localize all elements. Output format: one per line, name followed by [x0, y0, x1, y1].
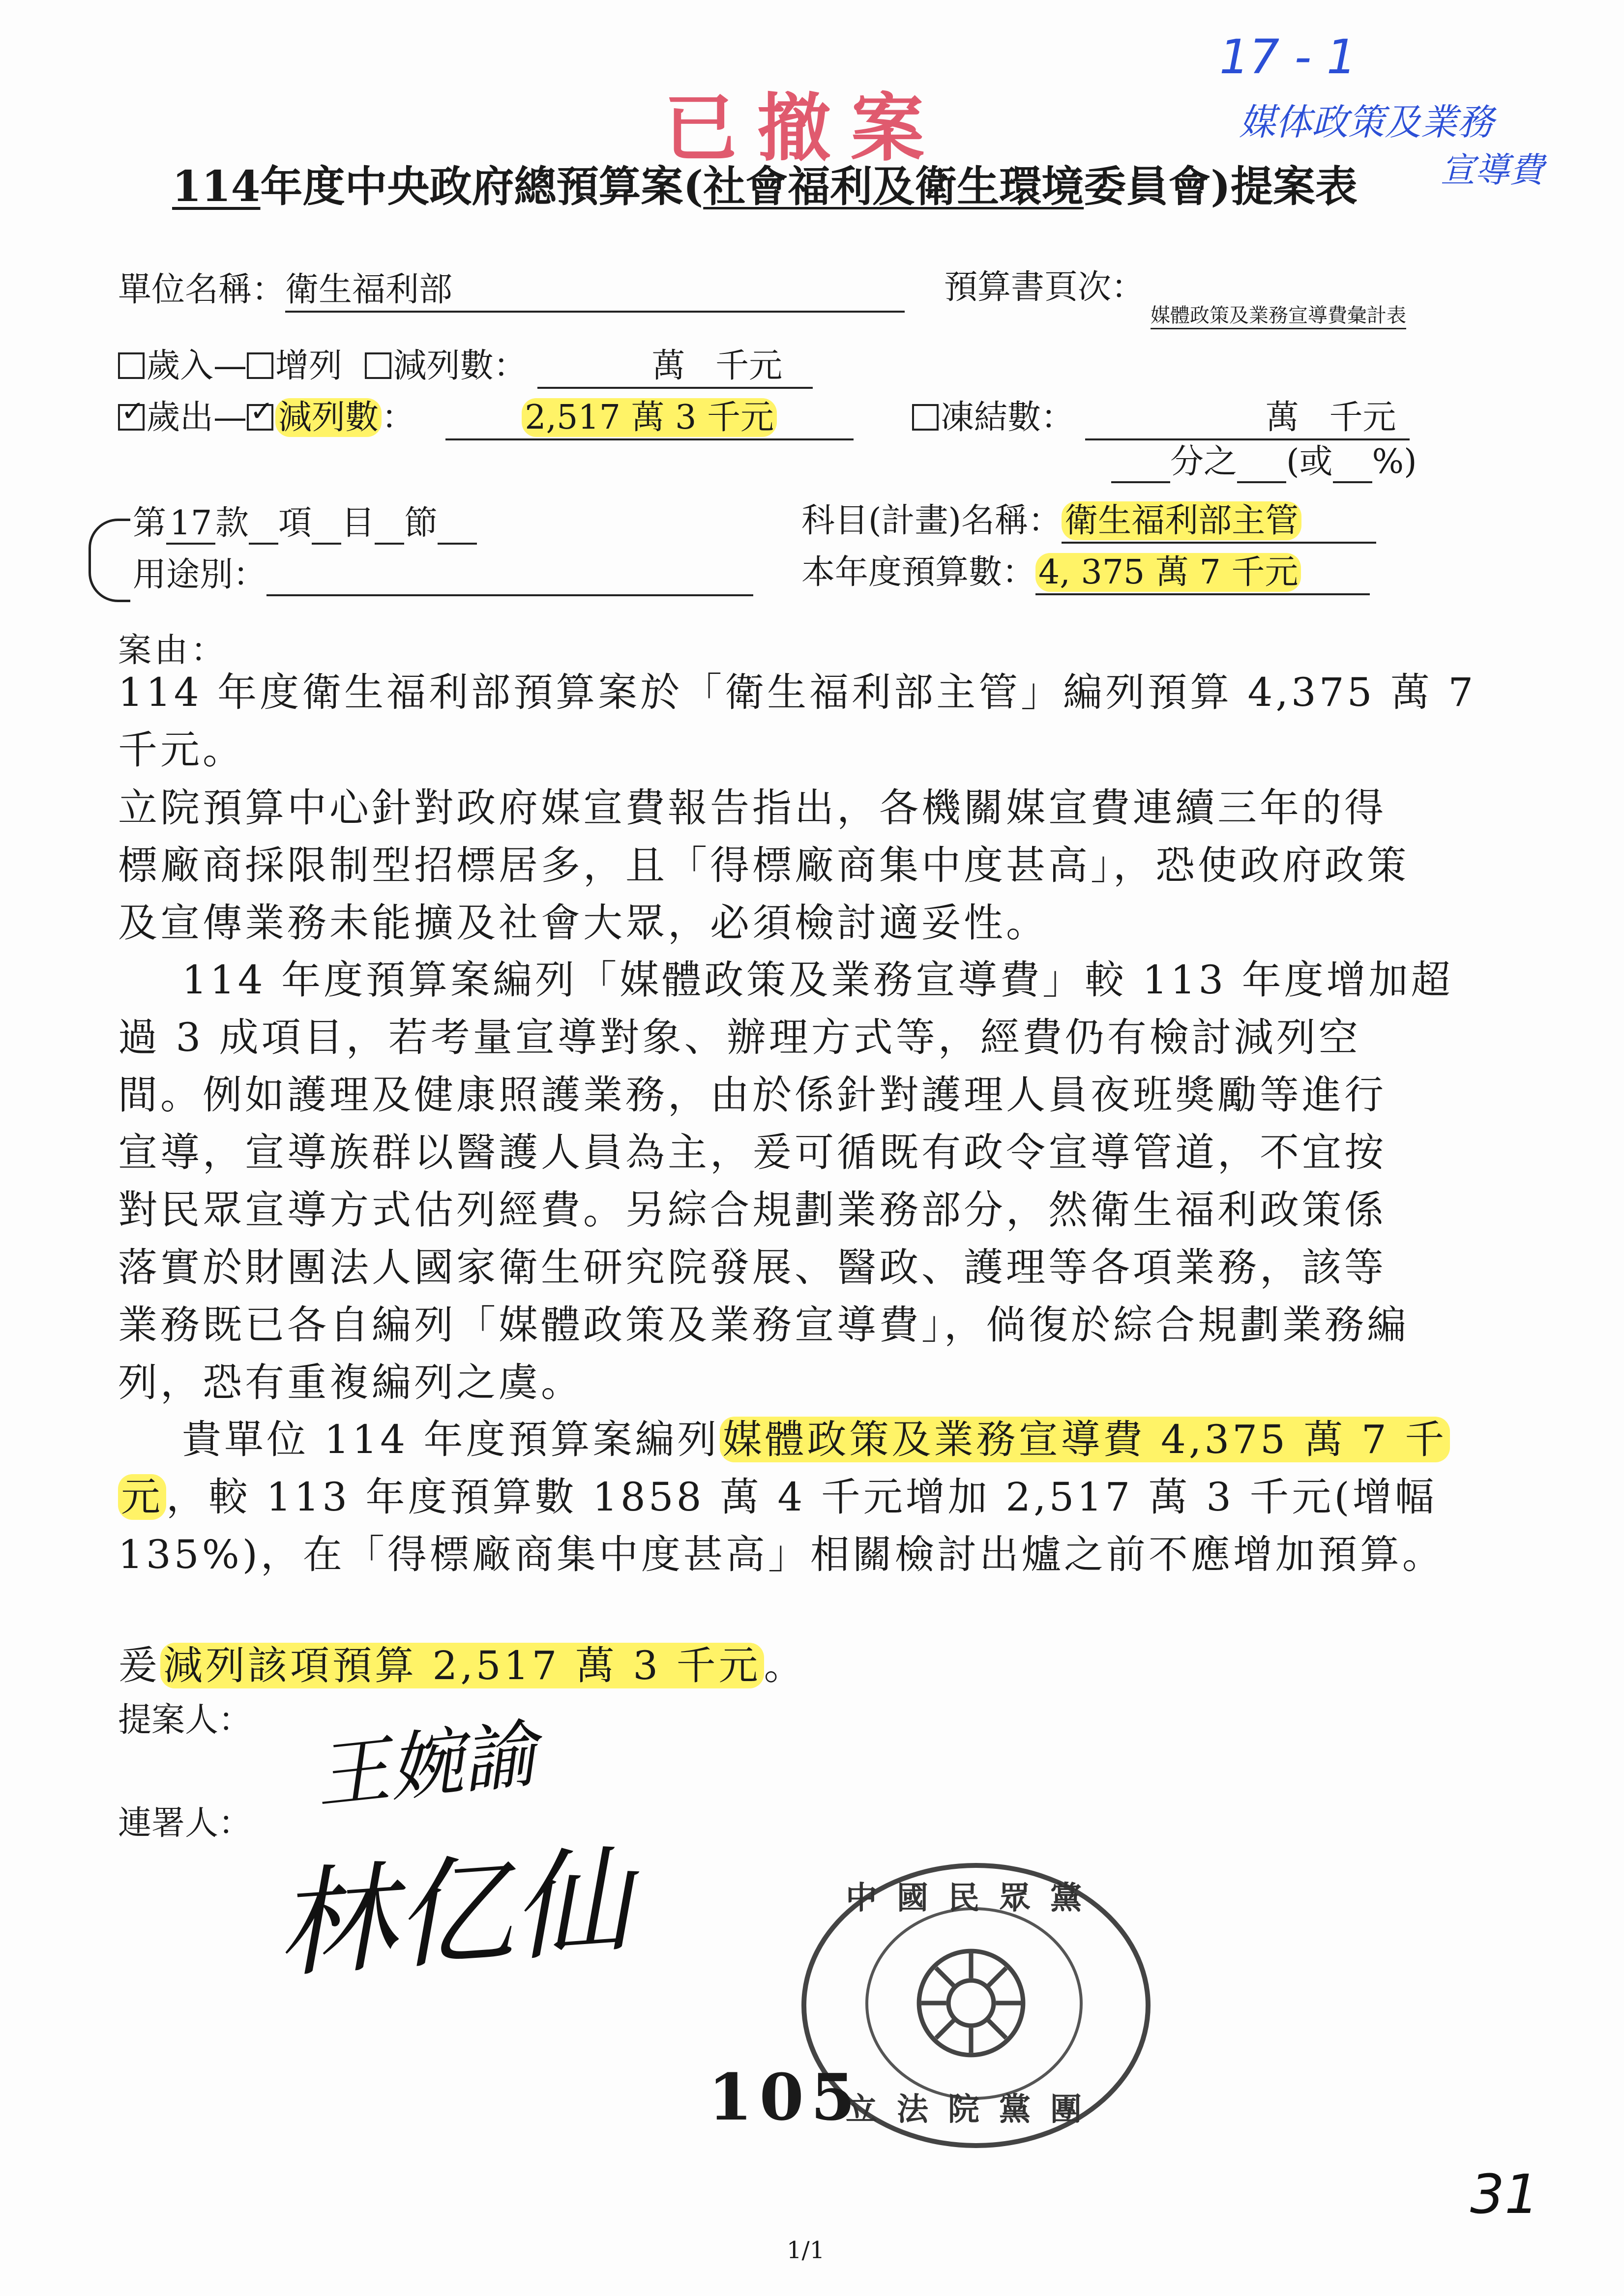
kuan-prefix: 第	[133, 504, 167, 543]
conclusion-prefix: 爰	[118, 1643, 160, 1688]
unit-label: 單位名稱：	[118, 270, 286, 309]
expenditure-amount: 2,517 萬 3 千元	[522, 398, 777, 437]
handwritten-page-mark: 31	[1470, 2163, 1539, 2226]
revenue-qian: 千元	[715, 347, 783, 385]
freeze-label: 凍結數：	[941, 398, 1075, 437]
case-p2-line: 立院預算中心針對政府媒宣費報告指出，各機關媒宣費連續三年的得	[118, 785, 1387, 831]
jie-trailing-blank	[438, 504, 477, 545]
kuan-label: 款	[215, 504, 249, 543]
case-p4-line-3: 135%)，在「得標廠商集中度甚高」相關檢討出爐之前不應增加預算。	[118, 1532, 1445, 1577]
expenditure-checkbox[interactable]	[118, 404, 145, 431]
xiang-blank	[249, 504, 278, 545]
budget-page-label: 預算書頁次：	[944, 268, 1145, 307]
percent-blank	[1333, 442, 1372, 483]
fraction-or: (或	[1286, 442, 1333, 481]
freeze-row	[912, 391, 1410, 440]
mu-blank	[312, 504, 341, 545]
case-p4-plain-2: ，較 113 年度預算數 1858 萬 4 千元增加 2,517 萬 3 千元(增幅	[166, 1474, 1437, 1520]
budget-label: 本年度預算數：	[801, 553, 1036, 592]
proposer-label: 提案人：	[118, 1701, 252, 1740]
seal-top-text: 中國民眾黨	[846, 1880, 1101, 1917]
use-field	[266, 555, 753, 596]
unit-value: 衛生福利部	[285, 263, 905, 313]
case-p1-line: 114 年度衛生福利部預算案於「衛生福利部主管」編列預算 4,375 萬 7	[118, 669, 1476, 715]
revenue-increase-label: 增列	[275, 347, 343, 385]
case-p4-highlight-2: 元	[118, 1474, 166, 1520]
title-part2: 委員會)提案表	[1084, 162, 1358, 211]
revenue-row	[118, 339, 813, 389]
case-p3-line: 間。例如護理及健康照護業務，由於係針對護理人員夜班獎勵等進行	[118, 1072, 1387, 1118]
fraction-row	[1111, 435, 1417, 483]
case-p3-line: 業務既已各自編列「媒體政策及業務宣導費」，倘復於綜合規劃業務編	[118, 1302, 1409, 1348]
title-part1: 年度中央政府總預算案(	[260, 162, 704, 211]
budget-value: 4, 375 萬 7 千元	[1035, 553, 1301, 592]
mu-label: 目	[341, 504, 375, 543]
expenditure-prefix: 歲出—	[147, 398, 247, 437]
case-p2-line: 標廠商採限制型招標居多，且「得標廠商集中度甚高」，恐使政府政策	[118, 843, 1409, 888]
case-p2-line: 及宣傳業務未能擴及社會大眾，必須檢討適妥性。	[118, 900, 1048, 946]
subject-field	[1062, 494, 1376, 544]
fraction-numerator-blank	[1111, 442, 1170, 483]
conclusion	[118, 1637, 806, 1694]
cosigner-signature: 林亿仙	[271, 1832, 635, 1995]
expenditure-decrease-checkbox[interactable]	[247, 404, 273, 431]
unit-name-row	[118, 263, 905, 313]
page-number: 105	[708, 2060, 862, 2135]
freeze-checkbox[interactable]	[912, 404, 939, 431]
case-p3-line: 列，恐有重複編列之虞。	[118, 1360, 583, 1405]
case-paragraph-3	[118, 951, 1453, 1411]
cosigner-label: 連署人：	[118, 1804, 252, 1843]
title-year: 114	[172, 162, 261, 211]
case-paragraph-1	[118, 664, 1476, 779]
proposer-signature: 王婉諭	[311, 1711, 541, 1820]
case-p4-highlight: 媒體政策及業務宣導費 4,375 萬 7 千	[720, 1417, 1450, 1462]
case-p3-line: 宣導，宣導族群以醫護人員為主，爰可循既有政令宣導管道，不宜按	[118, 1130, 1387, 1175]
use-label: 用途別：	[133, 555, 267, 594]
revenue-decrease-label: 減列數：	[393, 347, 527, 385]
annotation-ref: 17 - 1	[1219, 29, 1357, 85]
budget-row	[801, 546, 1370, 595]
jie-label: 節	[404, 504, 438, 543]
document-title	[172, 152, 1358, 213]
freeze-wan: 萬	[1265, 398, 1299, 437]
freeze-amount-field	[1085, 391, 1410, 440]
subject-row	[801, 494, 1376, 544]
conclusion-suffix: 。	[764, 1643, 806, 1688]
annotation-note-line2: 宣導費	[1441, 150, 1544, 190]
revenue-checkbox[interactable]	[118, 352, 145, 379]
revenue-amount-field	[537, 339, 813, 389]
case-p3-line: 落實於財團法人國家衛生研究院發展、醫政、護理等各項業務，該等	[118, 1245, 1387, 1290]
bracket-mark	[89, 519, 130, 602]
seal-bottom-text: 立法院黨團	[846, 2091, 1101, 2128]
case-p4-plain: 貴單位 114 年度預算案編列	[182, 1417, 720, 1462]
case-p4-line-2	[118, 1468, 1450, 1526]
expenditure-colon: ：	[382, 398, 415, 437]
case-paragraph-4	[118, 1411, 1450, 1583]
fraction-denominator-blank	[1237, 442, 1286, 483]
budget-page-value: 媒體政策及業務宣導費彙計表	[1151, 300, 1406, 329]
footer-page-indicator: 1/1	[787, 2237, 825, 2264]
expenditure-amount-field	[445, 391, 854, 440]
case-p3-line: 114 年度預算案編列「媒體政策及業務宣導費」較 113 年度增加超	[182, 957, 1453, 1003]
withdrawn-stamp: 已撤案	[664, 85, 945, 172]
sun-emblem-icon	[915, 1947, 1028, 2060]
case-p1-line: 千元。	[118, 727, 245, 773]
expenditure-decrease-label: 減列數	[275, 398, 382, 437]
kuan-number: 17	[166, 504, 215, 545]
fraction-label: 分之	[1170, 442, 1238, 481]
annotation-note-line1: 媒体政策及業務	[1239, 101, 1494, 144]
revenue-prefix: 歲入—	[147, 347, 247, 385]
jie-blank	[375, 504, 404, 545]
subject-value: 衛生福利部主管	[1062, 501, 1301, 540]
case-paragraph-2	[118, 779, 1409, 952]
case-p3-line: 對民眾宣導方式估列經費。另綜合規劃業務部分，然衛生福利政策係	[118, 1187, 1387, 1233]
budget-field	[1035, 546, 1370, 595]
case-p4-line-1	[118, 1411, 1450, 1468]
xiang-label: 項	[278, 504, 312, 543]
revenue-decrease-checkbox[interactable]	[365, 352, 391, 379]
use-row	[133, 548, 753, 596]
kuan-row	[133, 496, 477, 545]
freeze-qian: 千元	[1329, 398, 1396, 437]
subject-label: 科目(計畫)名稱：	[801, 501, 1062, 540]
title-committee: 社會福利及衛生環境	[703, 162, 1084, 211]
expenditure-row	[118, 391, 854, 440]
revenue-wan: 萬	[651, 347, 685, 385]
case-label: 案由：	[118, 631, 228, 670]
revenue-increase-checkbox[interactable]	[247, 352, 273, 379]
conclusion-highlight: 減列該項預算 2,517 萬 3 千元	[160, 1643, 764, 1688]
percent-label: %)	[1372, 442, 1417, 481]
case-p3-line: 過 3 成項目，若考量宣導對象、辦理方式等，經費仍有檢討減列空	[118, 1015, 1361, 1060]
